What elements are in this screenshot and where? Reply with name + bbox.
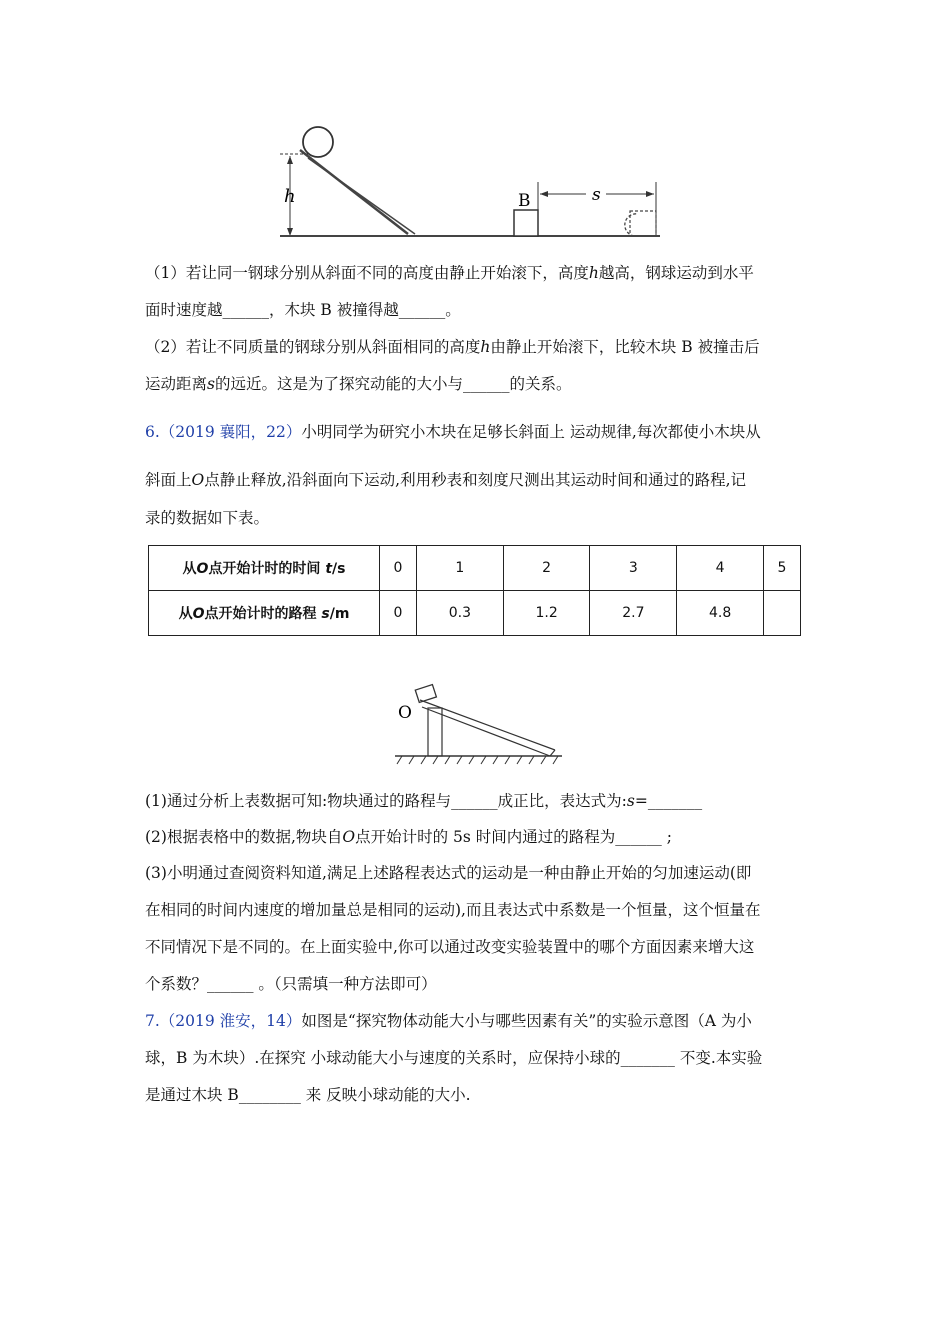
block-b (514, 210, 538, 236)
b-label: B (518, 191, 531, 211)
q6-part2: (2)根据表格中的数据,物块自O点开始计时的 5s 时间内通过的路程为______ ; (145, 828, 672, 846)
h-label: h (284, 186, 296, 207)
table-row (149, 591, 801, 636)
table-cell: 5 (763, 546, 800, 591)
steel-ball (303, 127, 333, 157)
q7-line1: 7.（2019 淮安，14）如图是“探究物体动能大小与哪些因素有关”的实验示意图（A 为小 (145, 1012, 752, 1030)
incline-inner (308, 158, 415, 234)
incline-outer (300, 150, 408, 234)
table-cell: 4.8 (677, 591, 764, 636)
block-incline-figure (390, 680, 570, 775)
q7-source: 7.（2019 淮安，14） (145, 1012, 302, 1030)
table-cell: 0 (380, 546, 417, 591)
moved-block-dashed (630, 211, 656, 236)
incline-ball-block-figure (270, 120, 670, 245)
q5-part1-line2: 面时速度越______，木块 B 被撞得越______。 (145, 301, 461, 319)
q6-part3-line4: 个系数？______ 。（只需填一种方法即可） (145, 975, 437, 993)
table-cell: 1.2 (503, 591, 590, 636)
table-cell: 2 (503, 546, 590, 591)
time-distance-table (148, 545, 801, 636)
q6-line1: 6.（2019 襄阳，22）小明同学为研究小木块在足够长斜面上 运动规律,每次都使小木块从 (145, 423, 761, 441)
q5-part2-line1: （2）若让不同质量的钢球分别从斜面相同的高度h由静止开始滚下，比较木块 B 被撞击后 (145, 338, 760, 356)
table-cell: 3 (590, 546, 677, 591)
table-cell: 0 (380, 591, 417, 636)
table-cell (763, 591, 800, 636)
q6-part3-line3: 不同情况下是不同的。在上面实验中,你可以通过改变实验装置中的哪个方面因素来增大这 (145, 938, 755, 956)
q5-part2-line2: 运动距离s的远近。这是为了探究动能的大小与______的关系。 (145, 375, 572, 393)
q7-line2: 球，B 为木块）.在探究 小球动能大小与速度的关系时，应保持小球的_______ 不变.本实验 (145, 1049, 763, 1067)
q6-part1: (1)通过分析上表数据可知:物块通过的路程与______成正比，表达式为:s=_______ (145, 792, 703, 810)
q6-source: 6.（2019 襄阳，22） (145, 423, 302, 441)
time-row-header: 从O点开始计时的时间 t/s (149, 546, 380, 591)
table-row (149, 546, 801, 591)
q6-part3-line2: 在相同的时间内速度的增加量总是相同的运动),而且表达式中系数是一个恒量，这个恒量在 (145, 901, 761, 919)
small-block (415, 685, 436, 703)
distance-row-header: 从O点开始计时的路程 s/m (149, 591, 380, 636)
q6-line2: 斜面上O点静止释放,沿斜面向下运动,利用秒表和刻度尺测出其运动时间和通过的路程,记 (145, 471, 747, 489)
s-label: s (592, 185, 601, 205)
table-cell: 2.7 (590, 591, 677, 636)
table-cell: 4 (677, 546, 764, 591)
table-cell: 1 (416, 546, 503, 591)
q6-part3-line1: (3)小明通过查阅资料知道,满足上述路程表达式的运动是一种由静止开始的匀加速运动(即 (145, 864, 752, 882)
q6-line3: 录的数据如下表。 (145, 509, 270, 527)
q7-line3: 是通过木块 B________ 来 反映小球动能的大小. (145, 1086, 471, 1104)
table-cell: 0.3 (416, 591, 503, 636)
support-post (428, 708, 442, 756)
o-label: O (398, 703, 412, 723)
q5-part1-line1: （1）若让同一钢球分别从斜面不同的高度由静止开始滚下，高度h越高，钢球运动到水平 (145, 264, 754, 282)
